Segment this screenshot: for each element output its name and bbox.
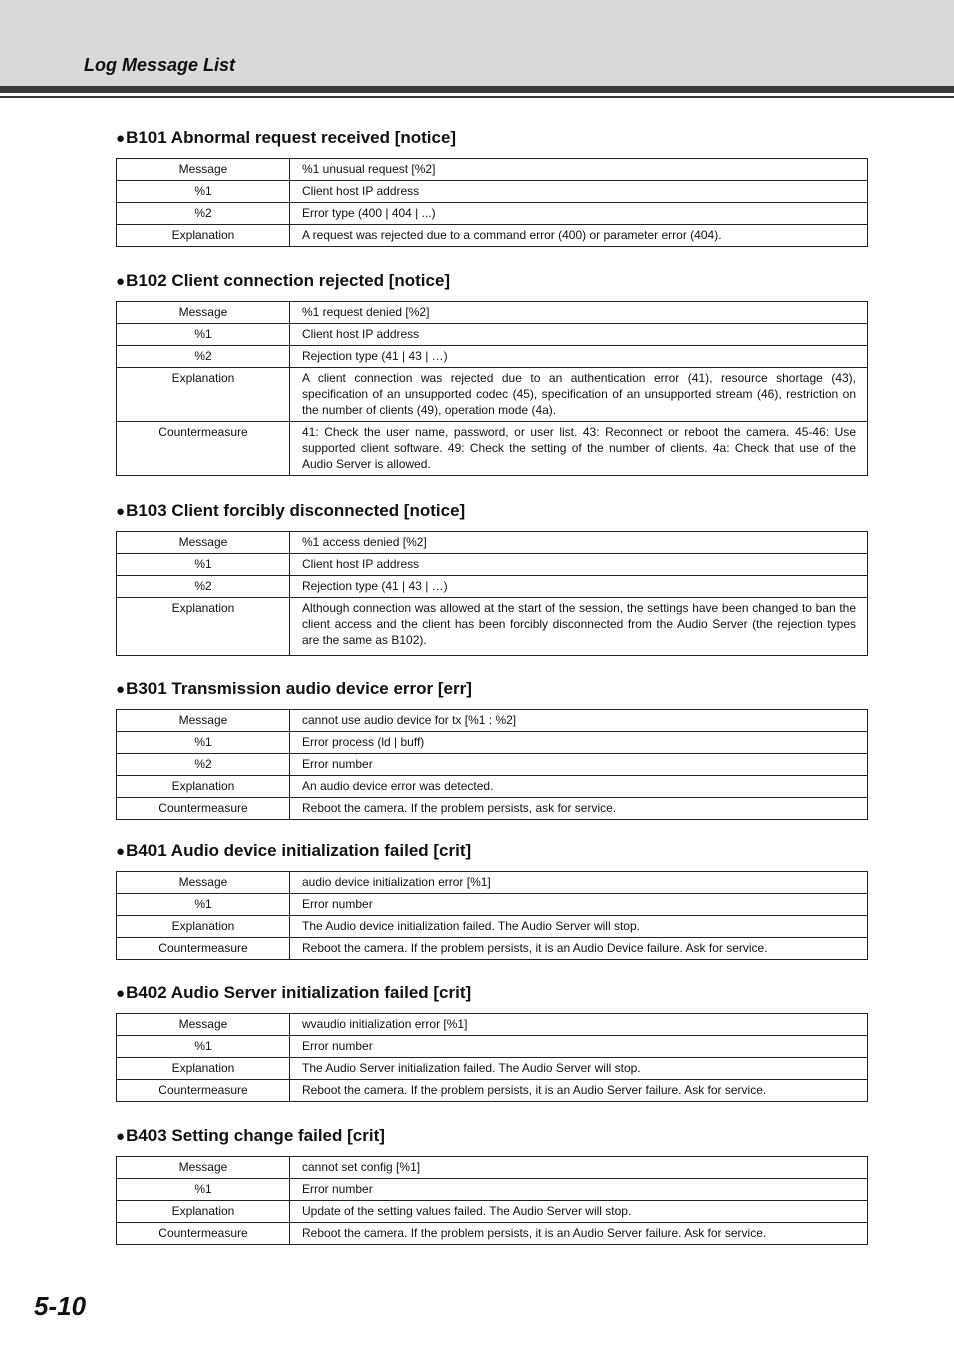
row-value: cannot use audio device for tx [%1 : %2] xyxy=(290,710,868,732)
row-label: Countermeasure xyxy=(117,938,290,960)
table-row xyxy=(117,554,868,576)
section-heading xyxy=(116,982,868,1006)
log-table xyxy=(116,158,868,247)
row-label: Explanation xyxy=(117,776,290,798)
bullet-icon: ● xyxy=(116,681,126,698)
row-value: Error number xyxy=(290,1179,868,1201)
row-label: Message xyxy=(117,1014,290,1036)
row-label: Message xyxy=(117,1157,290,1179)
bullet-icon: ● xyxy=(116,985,126,1002)
header-rule-thin xyxy=(0,96,954,98)
section-heading xyxy=(116,678,868,702)
row-value: wvaudio initialization error [%1] xyxy=(290,1014,868,1036)
table-row xyxy=(117,598,868,656)
table-row xyxy=(117,1201,868,1223)
section-b101 xyxy=(116,127,868,247)
row-label: Countermeasure xyxy=(117,422,290,476)
section-b102 xyxy=(116,270,868,476)
section-title: B403 Setting change failed [crit] xyxy=(126,1126,385,1145)
bullet-icon: ● xyxy=(116,843,126,860)
table-row xyxy=(117,916,868,938)
bullet-icon: ● xyxy=(116,1128,126,1145)
section-title: B102 Client connection rejected [notice] xyxy=(126,271,451,290)
section-title: B103 Client forcibly disconnected [notice] xyxy=(126,501,466,520)
row-value: Error number xyxy=(290,1036,868,1058)
row-value: Error type (400 | 404 | ...) xyxy=(290,203,868,225)
log-table xyxy=(116,871,868,960)
section-b301 xyxy=(116,678,868,820)
row-label: %1 xyxy=(117,324,290,346)
table-row xyxy=(117,324,868,346)
row-label: Explanation xyxy=(117,1058,290,1080)
row-value: Rejection type (41 | 43 | …) xyxy=(290,346,868,368)
table-row xyxy=(117,894,868,916)
section-b402 xyxy=(116,982,868,1102)
section-title: B101 Abnormal request received [notice] xyxy=(126,128,457,147)
row-label: Message xyxy=(117,532,290,554)
section-title: B301 Transmission audio device error [err] xyxy=(126,679,472,698)
row-value: Reboot the camera. If the problem persists, it is an Audio Server failure. Ask for service. xyxy=(290,1223,868,1245)
row-value: %1 unusual request [%2] xyxy=(290,159,868,181)
row-label: %2 xyxy=(117,346,290,368)
table-row xyxy=(117,1223,868,1245)
row-value: Reboot the camera. If the problem persists, ask for service. xyxy=(290,798,868,820)
row-label: %1 xyxy=(117,732,290,754)
row-label: %1 xyxy=(117,181,290,203)
table-row xyxy=(117,302,868,324)
section-b403 xyxy=(116,1125,868,1245)
table-row xyxy=(117,346,868,368)
table-row xyxy=(117,181,868,203)
row-value: Client host IP address xyxy=(290,181,868,203)
row-value: The Audio device initialization failed. The Audio Server will stop. xyxy=(290,916,868,938)
table-row xyxy=(117,754,868,776)
table-row xyxy=(117,1014,868,1036)
row-value: audio device initialization error [%1] xyxy=(290,872,868,894)
row-value: %1 request denied [%2] xyxy=(290,302,868,324)
section-b103 xyxy=(116,500,868,656)
row-label: Explanation xyxy=(117,598,290,656)
table-row xyxy=(117,798,868,820)
bullet-icon: ● xyxy=(116,273,126,290)
row-value: Client host IP address xyxy=(290,554,868,576)
section-title: B402 Audio Server initialization failed [crit] xyxy=(126,983,472,1002)
section-b401 xyxy=(116,840,868,960)
table-row xyxy=(117,203,868,225)
table-row xyxy=(117,1058,868,1080)
row-value: An audio device error was detected. xyxy=(290,776,868,798)
row-value: Rejection type (41 | 43 | …) xyxy=(290,576,868,598)
row-label: Message xyxy=(117,872,290,894)
log-table xyxy=(116,1156,868,1245)
page-header-title: Log Message List xyxy=(84,55,236,75)
row-label: %2 xyxy=(117,754,290,776)
row-value: 41: Check the user name, password, or user list. 43: Reconnect or reboot the camera. 45-46: Use supported client software. 49: Check the setting of the number of clients. 4a: Check that use of the Audio Server is allowed. xyxy=(290,422,868,476)
row-value: The Audio Server initialization failed. The Audio Server will stop. xyxy=(290,1058,868,1080)
row-label: %2 xyxy=(117,576,290,598)
row-label: %1 xyxy=(117,554,290,576)
table-row xyxy=(117,1157,868,1179)
table-row xyxy=(117,422,868,476)
table-row xyxy=(117,532,868,554)
row-label: Countermeasure xyxy=(117,1223,290,1245)
row-label: Explanation xyxy=(117,1201,290,1223)
row-label: %2 xyxy=(117,203,290,225)
table-row xyxy=(117,732,868,754)
row-label: %1 xyxy=(117,1036,290,1058)
table-row xyxy=(117,368,868,422)
row-label: Message xyxy=(117,302,290,324)
row-value: A request was rejected due to a command error (400) or parameter error (404). xyxy=(290,225,868,247)
row-label: Explanation xyxy=(117,916,290,938)
table-row xyxy=(117,776,868,798)
table-row xyxy=(117,710,868,732)
table-row xyxy=(117,872,868,894)
row-label: Message xyxy=(117,710,290,732)
section-heading xyxy=(116,270,868,294)
header-rule-thick xyxy=(0,86,954,93)
section-heading xyxy=(116,127,868,151)
bullet-icon: ● xyxy=(116,130,126,147)
row-label: Explanation xyxy=(117,225,290,247)
section-heading xyxy=(116,500,868,524)
row-label: Explanation xyxy=(117,368,290,422)
row-label: %1 xyxy=(117,1179,290,1201)
log-table xyxy=(116,301,868,476)
row-value: Reboot the camera. If the problem persists, it is an Audio Server failure. Ask for service. xyxy=(290,1080,868,1102)
log-table xyxy=(116,531,868,656)
log-table xyxy=(116,1013,868,1102)
table-row xyxy=(117,159,868,181)
table-row xyxy=(117,1179,868,1201)
row-value: Update of the setting values failed. The Audio Server will stop. xyxy=(290,1201,868,1223)
row-value: A client connection was rejected due to an authentication error (41), resource shortage (43), specification of an unsupported codec (45), specification of an unsupported stream (46), restriction on the number of clients (49), operation mode (4a). xyxy=(290,368,868,422)
row-value: %1 access denied [%2] xyxy=(290,532,868,554)
row-value: Error number xyxy=(290,894,868,916)
page-number: 5-10 xyxy=(34,1291,87,1321)
row-label: %1 xyxy=(117,894,290,916)
row-value: Although connection was allowed at the start of the session, the settings have been changed to ban the client access and the client has been forcibly disconnected from the Audio Server (the rejection types are the same as B102). xyxy=(290,598,868,656)
row-label: Message xyxy=(117,159,290,181)
row-value: Reboot the camera. If the problem persists, it is an Audio Device failure. Ask for service. xyxy=(290,938,868,960)
table-row xyxy=(117,1080,868,1102)
bullet-icon: ● xyxy=(116,503,126,520)
row-value: Error process (ld | buff) xyxy=(290,732,868,754)
row-label: Countermeasure xyxy=(117,1080,290,1102)
table-row xyxy=(117,1036,868,1058)
row-value: Client host IP address xyxy=(290,324,868,346)
table-row xyxy=(117,576,868,598)
section-heading xyxy=(116,1125,868,1149)
row-value: cannot set config [%1] xyxy=(290,1157,868,1179)
table-row xyxy=(117,225,868,247)
section-title: B401 Audio device initialization failed [crit] xyxy=(126,841,472,860)
table-row xyxy=(117,938,868,960)
log-table xyxy=(116,709,868,820)
row-label: Countermeasure xyxy=(117,798,290,820)
row-value: Error number xyxy=(290,754,868,776)
section-heading xyxy=(116,840,868,864)
